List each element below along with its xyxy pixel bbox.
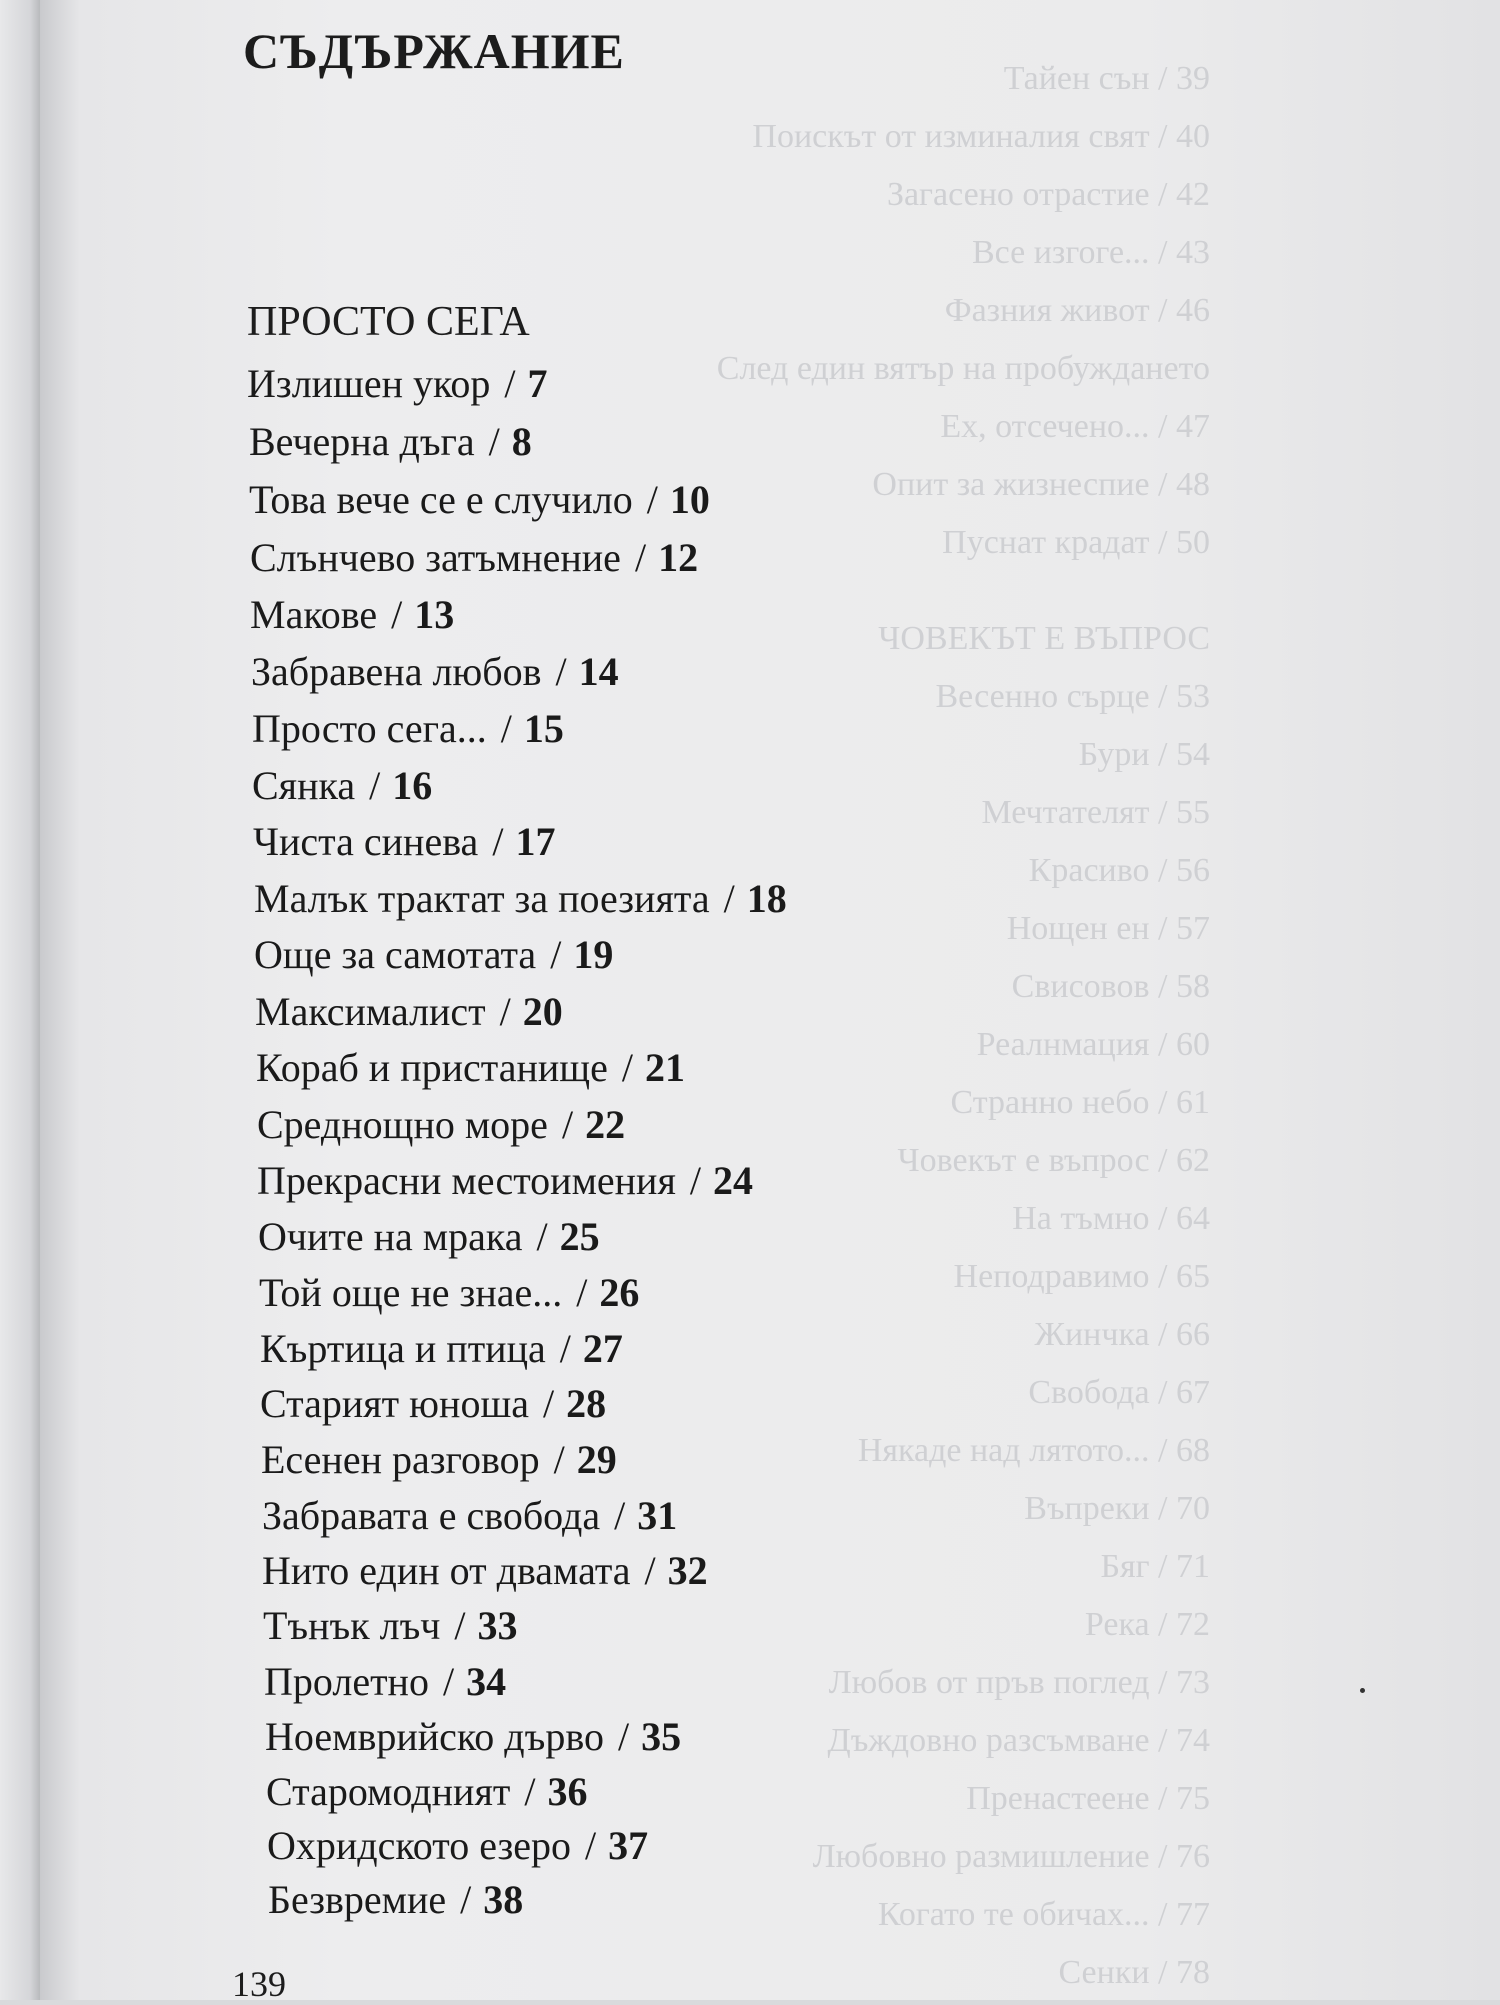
toc-entry-page: 28	[566, 1381, 607, 1426]
toc-entry-title: Макове	[250, 592, 378, 637]
toc-entry-page: 38	[483, 1877, 524, 1922]
toc-separator: /	[555, 649, 567, 694]
toc-entry	[261, 1436, 617, 1483]
toc-separator: /	[499, 989, 511, 1034]
toc-entry-title: Чиста синева	[253, 819, 479, 864]
toc-entry	[250, 591, 454, 638]
toc-entry	[256, 1044, 685, 1091]
toc-entry	[251, 648, 619, 695]
toc-entry-page: 22	[585, 1102, 626, 1147]
show-through-text: Тайен сън / 39 Поискът от изминалия свят / 40 Загасено отрастие / 42 Все изгоге... / 43 Фазния живот / 46 След един вятър на пробуждането Ех, отсечено... / 47 Опит за жизнеспие / 48 Пуснат крадат / 50 ЧОВЕКЪТ Е ВЪПРОС Весенно сърце / 53 Бури / 54 Мечтателят / 55 Красиво / 56 Нощен ен / 57 Свисовов / 58 Реалнмация / 60 Странно небо / 61 Човекът е въпрос / 62 На тъмно / 64 Неподравимо / 65 Жинчка / 66 Свобода / 67 Някаде над лятото... / 68 Въпреки / 70 Бяг / 71 Река / 72 Любов от пръв поглед / 73 Дъждовно разсъмване / 74 Пренастеене / 75 Любовно размишление / 76 Когато те обичах... / 77 Сенки / 78	[716, 60, 1210, 1991]
toc-separator: /	[543, 1381, 555, 1426]
toc-entry-page: 24	[712, 1158, 753, 1203]
toc-separator: /	[550, 932, 562, 977]
toc-entry-page: 27	[582, 1326, 623, 1371]
toc-separator: /	[585, 1823, 597, 1868]
toc-entry-page: 26	[599, 1270, 640, 1315]
toc-separator: /	[369, 763, 381, 808]
toc-separator: /	[723, 876, 735, 921]
toc-entry-page: 36	[547, 1769, 588, 1814]
toc-entry-title: Нито един от двамата	[262, 1548, 631, 1593]
toc-entry-page: 29	[576, 1437, 617, 1482]
toc-entry-title: Охридското езеро	[267, 1823, 572, 1868]
toc-entry-title: Къртица и птица	[260, 1326, 546, 1371]
toc-separator: /	[576, 1270, 588, 1315]
toc-entry-page: 7	[527, 361, 548, 406]
toc-entry-page: 20	[522, 989, 563, 1034]
toc-separator: /	[644, 1548, 656, 1593]
toc-separator: /	[442, 1659, 455, 1704]
toc-entry-title: Сянка	[252, 763, 356, 808]
toc-entry	[260, 1380, 606, 1427]
toc-separator: /	[504, 361, 516, 406]
toc-entry-title: Очите на мрака	[258, 1214, 523, 1259]
toc-entry-title: Това вече се е случило	[249, 477, 633, 522]
toc-entry	[268, 1876, 523, 1923]
toc-entry-title: Забравена любов	[251, 649, 542, 694]
toc-entry-page: 19	[573, 932, 614, 977]
toc-entry	[254, 931, 613, 978]
toc-entry	[263, 1602, 518, 1649]
section-heading: ПРОСТО СЕГА	[247, 299, 530, 345]
toc-entry-title: Излишен укор	[247, 361, 491, 406]
toc-entry-title: Вечерна дъга	[249, 419, 475, 464]
toc-separator: /	[553, 1437, 565, 1482]
toc-separator: /	[492, 819, 504, 864]
book-page	[40, 0, 1500, 2000]
toc-entry-title: Ноемврийско дърво	[265, 1714, 604, 1759]
toc-entry-page: 25	[559, 1214, 600, 1259]
toc-entry-title: Просто сега...	[252, 706, 487, 751]
toc-entry-title: Малък трактат за поезията	[254, 876, 710, 921]
toc-separator: /	[524, 1769, 536, 1814]
toc-separator: /	[460, 1877, 472, 1922]
toc-entry	[267, 1822, 648, 1869]
toc-separator: /	[617, 1714, 630, 1759]
toc-entry	[255, 988, 563, 1035]
toc-separator: /	[561, 1102, 574, 1147]
toc-separator: /	[614, 1493, 626, 1538]
toc-entry-title: Безвремие	[268, 1877, 447, 1922]
toc-separator: /	[621, 1045, 633, 1090]
toc-separator: /	[391, 592, 403, 637]
toc-entry-title: Максималист	[255, 989, 486, 1034]
toc-separator: /	[488, 419, 500, 464]
toc-entry-page: 21	[644, 1045, 685, 1090]
toc-entry-page: 16	[392, 763, 433, 808]
toc-entry-title: Слънчево затъмнение	[250, 535, 621, 580]
toc-entry-title: Забравата е свобода	[262, 1493, 601, 1538]
toc-entry	[264, 1658, 506, 1705]
toc-entry	[266, 1768, 587, 1815]
toc-entry-title: Пролетно	[264, 1659, 429, 1704]
toc-separator: /	[536, 1214, 548, 1259]
toc-entry-title: Още за самотата	[254, 932, 537, 977]
toc-separator: /	[689, 1158, 701, 1203]
toc-entry	[253, 818, 555, 865]
toc-entry	[247, 360, 548, 407]
toc-separator: /	[559, 1326, 571, 1371]
book-gutter	[0, 0, 40, 2000]
page-number: 139	[232, 1964, 286, 2004]
toc-entry-title: Старият юноша	[260, 1381, 530, 1426]
toc-entry-title: Старомодният	[266, 1769, 511, 1814]
toc-entry-page: 31	[637, 1493, 678, 1538]
toc-entry-page: 37	[608, 1823, 649, 1868]
speck	[1360, 1688, 1365, 1693]
toc-entry-title: Прекрасни местоимения	[257, 1158, 676, 1203]
toc-entry-page: 18	[746, 876, 787, 921]
toc-entry	[265, 1713, 681, 1760]
toc-entry-title: Тънък лъч	[263, 1603, 441, 1648]
toc-entry-page: 14	[578, 649, 619, 694]
toc-entry-page: 34	[466, 1659, 507, 1704]
toc-entry-page: 10	[669, 477, 710, 522]
toc-entry-title: Есенен разговор	[261, 1437, 540, 1482]
toc-entry-title: Той още не знае...	[259, 1270, 563, 1315]
toc-entry	[250, 534, 698, 581]
toc-separator: /	[646, 477, 658, 522]
toc-separator: /	[454, 1603, 466, 1648]
toc-entry-page: 13	[414, 592, 455, 637]
toc-entry	[254, 875, 787, 922]
toc-entry-page: 32	[667, 1548, 708, 1593]
toc-entry-page: 33	[477, 1603, 518, 1648]
toc-entry	[258, 1213, 600, 1260]
toc-entry-title: Среднощно море	[257, 1102, 548, 1147]
toc-separator: /	[500, 706, 512, 751]
toc-entry	[257, 1101, 625, 1148]
toc-entry	[252, 705, 564, 752]
toc-separator: /	[634, 535, 647, 580]
page-title: СЪДЪРЖАНИЕ	[243, 23, 625, 79]
toc-entry-title: Кораб и пристанище	[256, 1045, 608, 1090]
toc-list	[40, 0, 1500, 2000]
toc-entry-page: 8	[511, 419, 532, 464]
toc-entry	[260, 1325, 623, 1372]
toc-entry-page: 12	[658, 535, 699, 580]
toc-entry	[262, 1547, 708, 1594]
toc-entry	[252, 762, 432, 809]
toc-entry	[262, 1492, 677, 1539]
toc-entry-page: 35	[641, 1714, 682, 1759]
toc-entry	[259, 1269, 639, 1316]
toc-entry-page: 15	[523, 706, 564, 751]
toc-entry	[249, 418, 532, 465]
toc-entry	[249, 476, 710, 523]
toc-entry	[257, 1157, 753, 1204]
toc-entry-page: 17	[515, 819, 556, 864]
